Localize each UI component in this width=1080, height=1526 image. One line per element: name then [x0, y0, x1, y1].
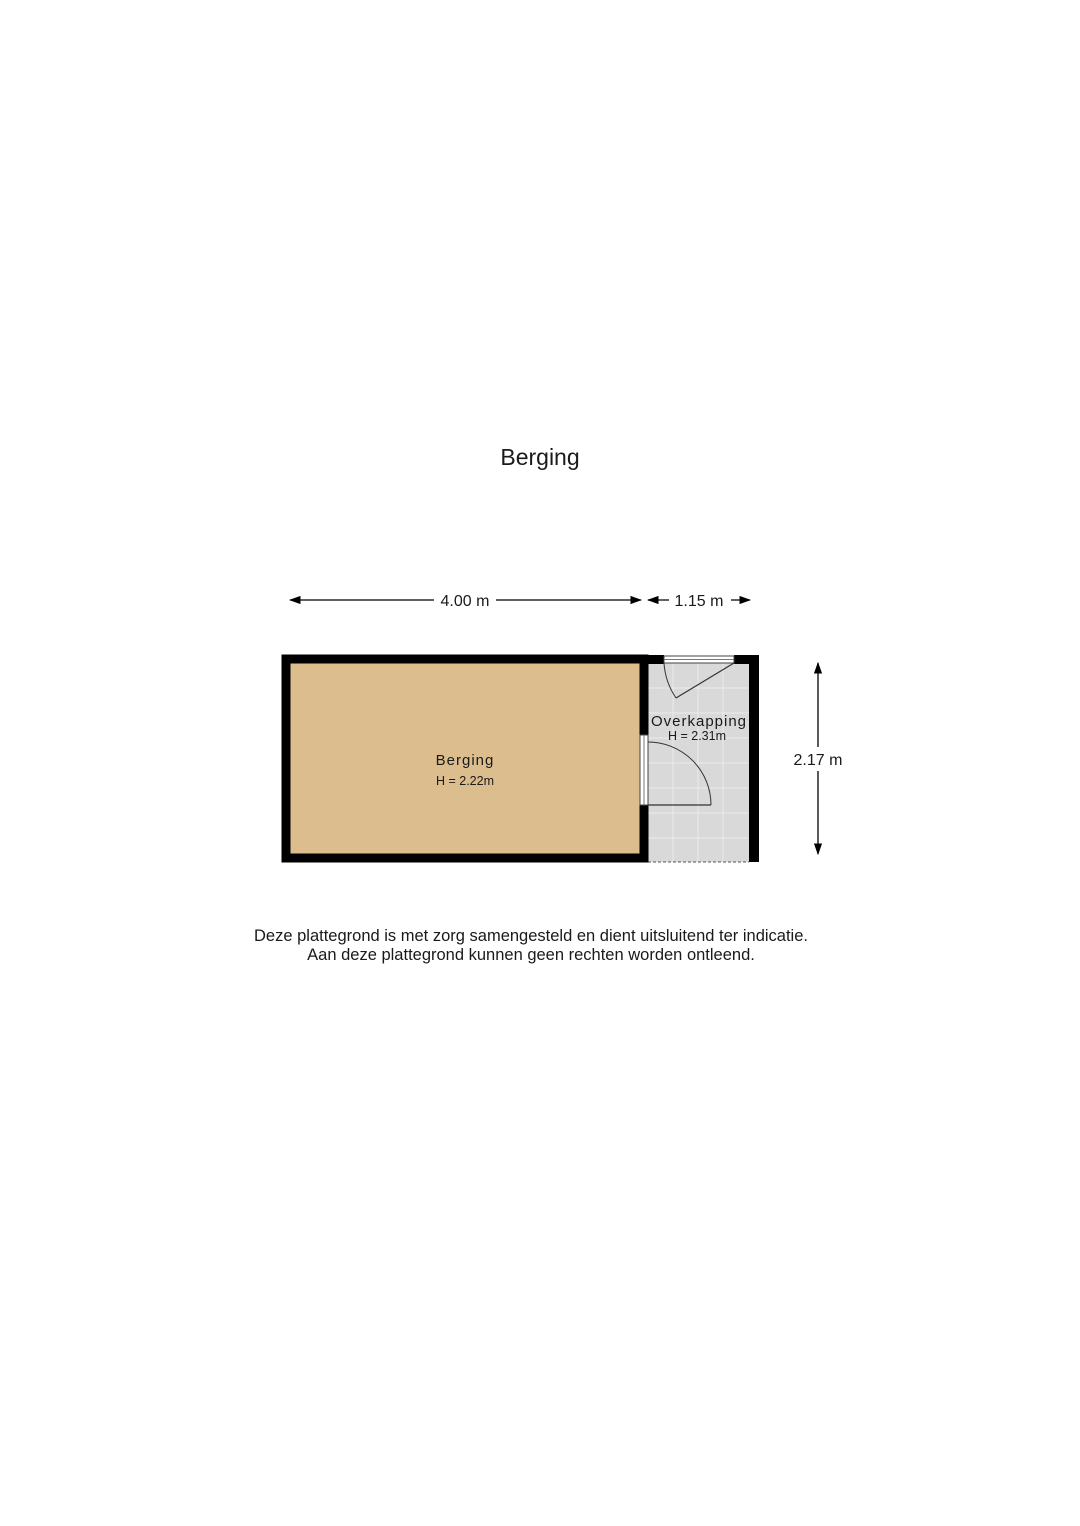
page-title: Berging: [500, 444, 580, 470]
overkapping-floor: [648, 663, 749, 862]
room-height-overkapping: H = 2.31m: [667, 729, 727, 743]
room-label-berging: Berging: [435, 752, 495, 769]
room-label-overkapping: Overkapping: [650, 713, 748, 730]
disclaimer-line-2: Aan deze plattegrond kunnen geen rechten worden ontleend.: [307, 946, 755, 964]
dimension-width-side: 1.15 m: [674, 593, 724, 610]
room-height-berging: H = 2.22m: [435, 774, 495, 788]
dimension-width-main: 4.00 m: [440, 593, 490, 610]
disclaimer-line-1: Deze plattegrond is met zorg samengesteld en dient uitsluitend ter indicatie.: [254, 927, 808, 945]
disclaimer: [0, 927, 1062, 965]
dimension-depth: 2.17 m: [793, 752, 843, 769]
